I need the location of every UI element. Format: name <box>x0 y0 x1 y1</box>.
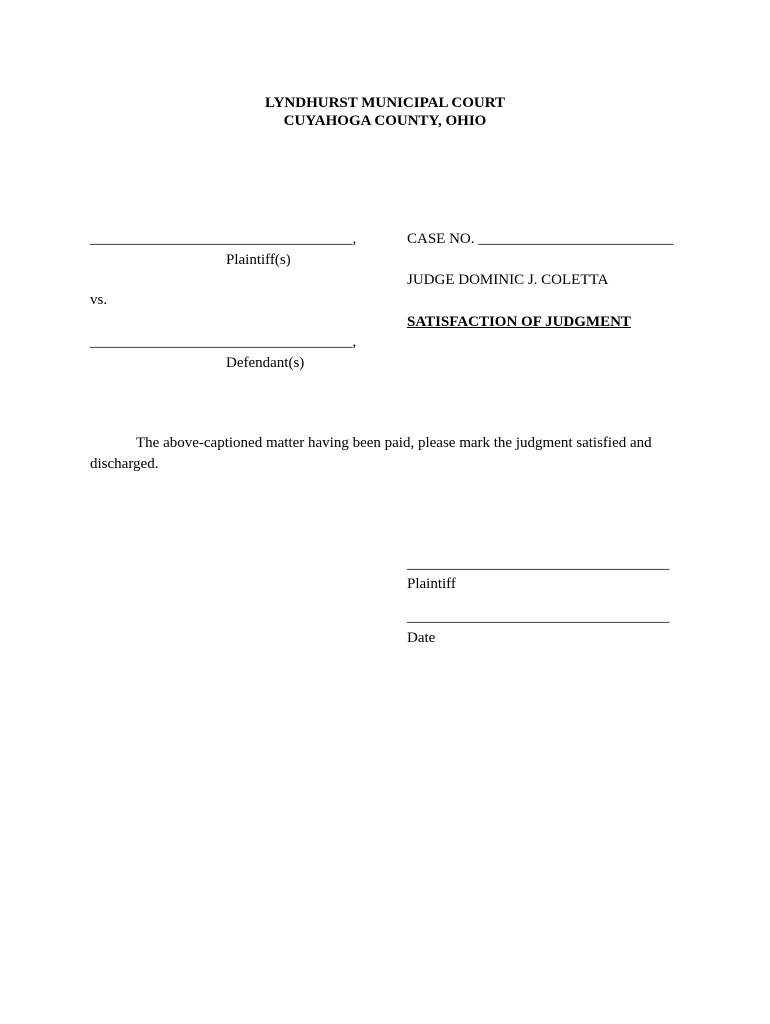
plaintiff-signature-line: ___________________________________ <box>407 556 670 572</box>
plaintiff-name-line: ___________________________________, <box>90 231 357 247</box>
judge-name: JUDGE DOMINIC J. COLETTA <box>407 272 609 288</box>
plaintiff-signature-label: Plaintiff <box>407 576 456 592</box>
document-title: SATISFACTION OF JUDGMENT <box>407 314 631 330</box>
date-signature-line: ___________________________________ <box>407 609 670 625</box>
defendant-label: Defendant(s) <box>226 355 305 371</box>
defendant-name-line: ___________________________________, <box>90 334 357 350</box>
case-number-field: CASE NO. __________________________ <box>407 231 674 247</box>
body-text-line-1: The above-captioned matter having been paid, please mark the judgment satisfied and <box>136 435 652 451</box>
court-name: LYNDHURST MUNICIPAL COURT <box>264 95 506 111</box>
plaintiff-label: Plaintiff(s) <box>226 252 291 268</box>
court-county: CUYAHOGA COUNTY, OHIO <box>283 113 487 129</box>
body-text-line-2: discharged. <box>90 456 159 472</box>
versus-label: vs. <box>90 292 108 308</box>
date-label: Date <box>407 630 436 646</box>
